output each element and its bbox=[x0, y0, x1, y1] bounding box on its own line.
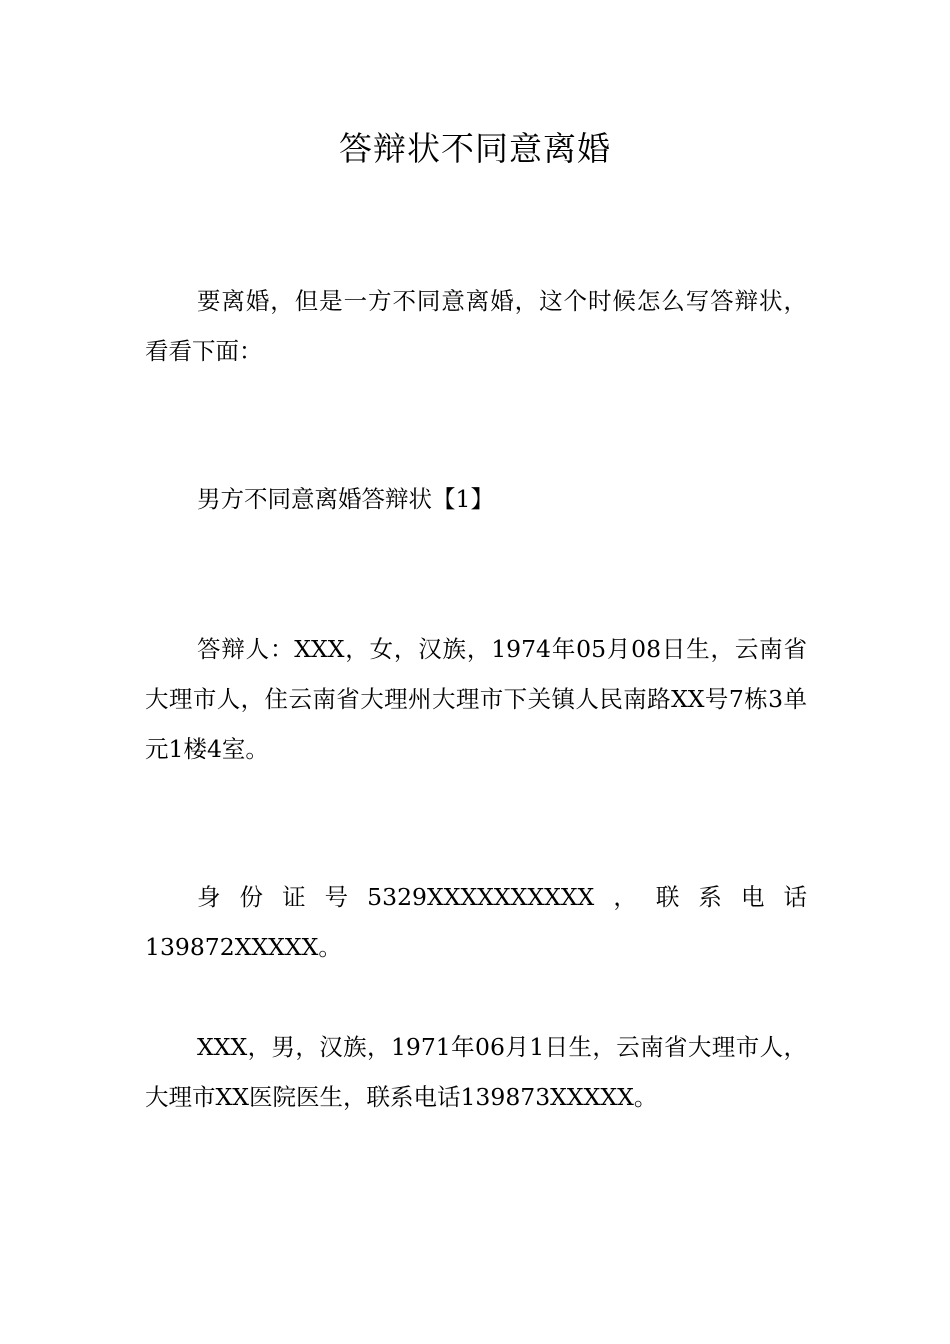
party-paragraph: XXX，男，汉族，1971年06月1日生，云南省大理市人，大理市XX医院医生，联系电话139873XXXXX。 bbox=[145, 1033, 807, 1111]
document-title: 答辩状不同意离婚 bbox=[339, 129, 611, 168]
id-contact-paragraph: 身份证号5329XXXXXXXXXX，联系电话139872XXXXX。 bbox=[145, 883, 807, 961]
respondent-paragraph: 答辩人：XXX，女，汉族，1974年05月08日生，云南省大理市人，住云南省大理州大理市下关镇人民南路XX号7栋3单元1楼4室。 bbox=[145, 635, 807, 763]
intro-paragraph: 要离婚，但是一方不同意离婚，这个时候怎么写答辩状，看看下面： bbox=[145, 287, 807, 365]
section-heading: 男方不同意离婚答辩状【1】 bbox=[197, 485, 494, 513]
